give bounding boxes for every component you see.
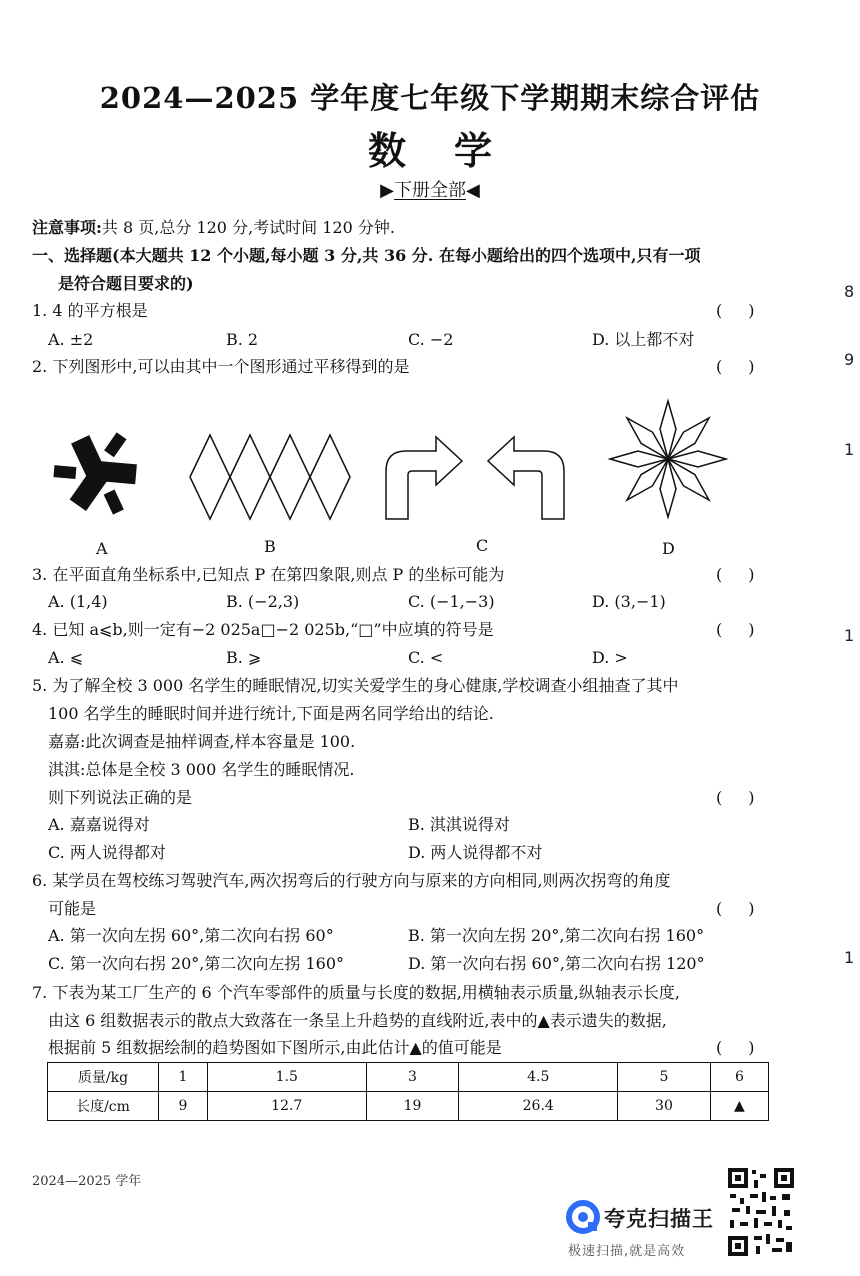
q5-option-a: A. 嘉嘉说得对 <box>48 815 150 834</box>
q2-stem: 2. 下列图形中,可以由其中一个图形通过平移得到的是 <box>32 357 410 376</box>
margin-mark: 1 <box>844 626 855 645</box>
table-cell: 19 <box>366 1092 459 1121</box>
margin-mark: 8 <box>844 282 855 301</box>
q6-line2: 可能是 <box>48 899 97 918</box>
q4-answer-paren: () <box>716 620 781 639</box>
figure-a-pinwheel <box>49 430 144 515</box>
table-cell: 9 <box>159 1092 208 1121</box>
page-title: 2024—2025 学年度七年级下学期期末综合评估 <box>99 81 761 115</box>
q1-answer-paren: () <box>716 301 781 320</box>
q4-option-c: C. < <box>408 648 444 667</box>
q5-line2: 100 名学生的睡眠时间并进行统计,下面是两名同学给出的结论. <box>48 704 494 723</box>
figure-c-arrows <box>386 437 564 519</box>
notice-label: 注意事项: <box>32 218 102 237</box>
table-cell: 26.4 <box>459 1092 618 1121</box>
section1-line1: 一、选择题(本大题共 12 个小题,每小题 3 分,共 36 分. 在每小题给出的四个选项中,只有一项 <box>32 246 701 265</box>
footer-page-label: 2024—2025 学年 <box>32 1174 142 1189</box>
q3-option-d: D. (3,−1) <box>592 592 666 611</box>
table-cell: 质量/kg <box>48 1063 159 1092</box>
q6-option-c: C. 第一次向右拐 20°,第二次向左拐 160° <box>48 954 345 973</box>
scope-right-mark: ◀ <box>466 180 480 201</box>
q6-option-d: D. 第一次向右拐 60°,第二次向右拐 120° <box>408 954 705 973</box>
q1-option-c: C. −2 <box>408 330 454 349</box>
table-cell: 3 <box>366 1063 459 1092</box>
section1-line2: 是符合题目要求的) <box>58 274 194 293</box>
q5-option-c: C. 两人说得都对 <box>48 843 166 862</box>
q3-stem: 3. 在平面直角坐标系中,已知点 P 在第四象限,则点 P 的坐标可能为 <box>32 565 505 584</box>
subject-title: 数学 <box>367 128 540 173</box>
table-cell: 12.7 <box>207 1092 366 1121</box>
q7-line1: 7. 下表为某工厂生产的 6 个汽车零部件的质量与长度的数据,用横轴表示质量,纵轴表示长度, <box>32 983 680 1002</box>
q1-option-b: B. 2 <box>226 330 259 349</box>
q5-line3: 嘉嘉:此次调查是抽样调查,样本容量是 100. <box>48 732 356 751</box>
q7-line2: 由这 6 组数据表示的散点大致落在一条呈上升趋势的直线附近,表中的▲表示遗失的数据, <box>48 1011 667 1030</box>
q5-answer-paren: () <box>716 788 781 807</box>
scope-label <box>0 176 860 202</box>
scanner-logo-subtitle: 极速扫描,就是高效 <box>568 1244 686 1259</box>
q1-stem: 1. 4 的平方根是 <box>32 301 148 320</box>
q3-answer-paren: () <box>716 565 781 584</box>
q5-option-b: B. 淇淇说得对 <box>408 815 510 834</box>
q7-data-table <box>47 1062 769 1121</box>
table-cell: 5 <box>618 1063 711 1092</box>
table-cell: 4.5 <box>459 1063 618 1092</box>
scope-text: 下册全部 <box>394 180 466 201</box>
q6-line1: 6. 某学员在驾校练习驾驶汽车,两次拐弯后的行驶方向与原来的方向相同,则两次拐弯的角度 <box>32 871 671 890</box>
table-cell: 长度/cm <box>48 1092 159 1121</box>
q6-answer-paren: () <box>716 899 781 918</box>
q3-option-c: C. (−1,−3) <box>408 592 495 611</box>
q2-label-c: C <box>476 536 489 555</box>
q2-figures <box>40 395 800 535</box>
q6-option-b: B. 第一次向左拐 20°,第二次向右拐 160° <box>408 926 705 945</box>
table-row <box>48 1063 769 1092</box>
q5-line4: 淇淇:总体是全校 3 000 名学生的睡眠情况. <box>48 760 355 779</box>
q2-answer-paren: () <box>716 357 781 376</box>
table-cell: ▲ <box>710 1092 768 1121</box>
figure-d-star <box>610 401 726 517</box>
q2-label-d: D <box>662 539 675 558</box>
q4-option-a: A. ⩽ <box>48 648 84 667</box>
q1-option-a: A. ±2 <box>48 330 94 349</box>
q5-option-d: D. 两人说得都不对 <box>408 843 543 862</box>
q4-option-d: D. > <box>592 648 628 667</box>
qr-code-icon <box>726 1166 796 1258</box>
table-cell: 6 <box>710 1063 768 1092</box>
margin-mark: 1 <box>844 948 855 967</box>
margin-mark: 1 <box>844 440 855 459</box>
quark-logo-icon <box>566 1200 600 1234</box>
q7-line3: 根据前 5 组数据绘制的趋势图如下图所示,由此估计▲的值可能是 <box>48 1038 502 1057</box>
q2-label-a: A <box>96 539 108 558</box>
notice-text: 共 8 页,总分 120 分,考试时间 120 分钟. <box>101 218 395 237</box>
table-cell: 1 <box>159 1063 208 1092</box>
q4-option-b: B. ⩾ <box>226 648 262 667</box>
q3-option-a: A. (1,4) <box>48 592 108 611</box>
q2-label-b: B <box>264 537 276 556</box>
q4-stem: 4. 已知 a⩽b,则一定有−2 025a□−2 025b,“□”中应填的符号是 <box>32 620 494 639</box>
margin-mark: 9 <box>844 350 855 369</box>
q5-line5: 则下列说法正确的是 <box>48 788 193 807</box>
table-row <box>48 1092 769 1121</box>
q1-option-d: D. 以上都不对 <box>592 330 695 349</box>
figure-b-diamonds <box>190 435 350 519</box>
q3-option-b: B. (−2,3) <box>226 592 300 611</box>
notice <box>32 218 395 238</box>
table-cell: 30 <box>618 1092 711 1121</box>
q7-answer-paren: () <box>716 1038 781 1057</box>
table-cell: 1.5 <box>207 1063 366 1092</box>
q6-option-a: A. 第一次向左拐 60°,第二次向右拐 60° <box>48 926 334 945</box>
q5-line1: 5. 为了解全校 3 000 名学生的睡眠情况,切实关爱学生的身心健康,学校调查小组抽查了其中 <box>32 676 679 695</box>
scope-left-mark: ▶ <box>380 180 394 201</box>
scanner-logo-text: 夸克扫描王 <box>604 1207 714 1231</box>
